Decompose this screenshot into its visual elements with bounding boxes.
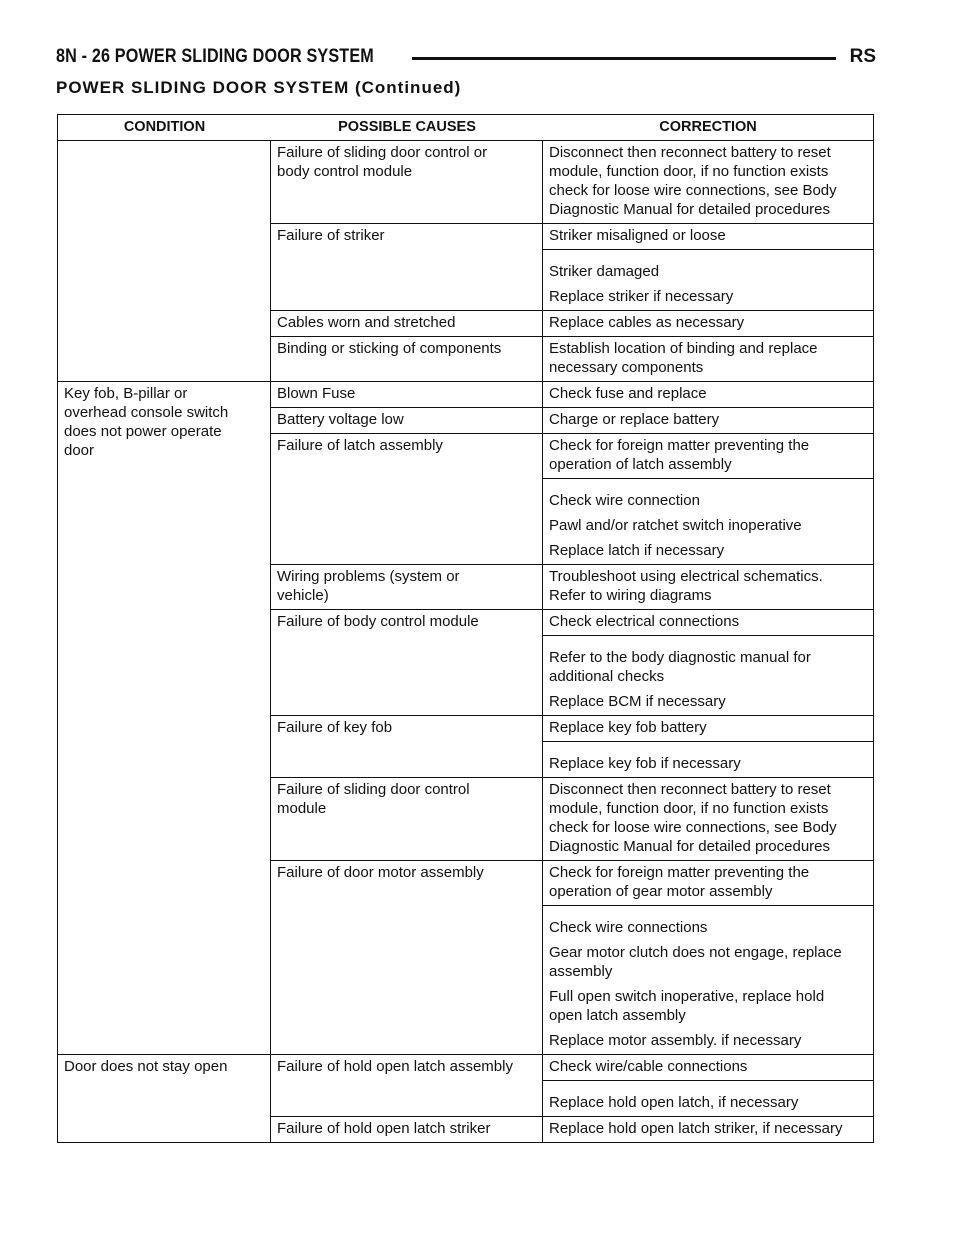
correction-cell: Disconnect then reconnect battery to reset module, function door, if no function exists check for loose wire connections, see Body Diagnostic Manual for detailed procedures: [549, 144, 837, 218]
correction-cell: Check for foreign matter preventing the operation of latch assembly: [543, 434, 873, 479]
condition-group: [58, 382, 873, 1055]
cause-cell: Cables worn and stretched: [271, 311, 543, 336]
cause-cell: Failure of sliding door control module: [271, 778, 543, 860]
correction-cell: Troubleshoot using electrical schematics. Refer to wiring diagrams: [549, 568, 823, 604]
correction-cell: Replace motor assembly. if necessary: [549, 1032, 802, 1049]
cause-cell: Binding or sticking of components: [271, 337, 543, 381]
diagnosis-table: [57, 114, 874, 1143]
table-row: [271, 434, 873, 565]
table-row: [271, 224, 873, 311]
cause-cell: Battery voltage low: [271, 408, 543, 433]
correction-cell: Replace BCM if necessary: [549, 693, 726, 710]
section-title: POWER SLIDING DOOR SYSTEM (Continued): [56, 78, 462, 97]
correction-cell: Replace hold open latch, if necessary: [549, 1094, 799, 1111]
cause-cell: Failure of hold open latch striker: [271, 1117, 543, 1142]
cause-cell: Failure of body control module: [271, 610, 543, 715]
condition-group: [58, 141, 873, 382]
correction-cell: Replace key fob battery: [543, 716, 873, 742]
correction-cell: Gear motor clutch does not engage, replace assembly: [549, 944, 842, 980]
table-row: [271, 1055, 873, 1117]
correction-cell: Replace hold open latch striker, if necessary: [549, 1120, 843, 1137]
cause-cell: Failure of latch assembly: [271, 434, 543, 564]
table-row: [271, 716, 873, 778]
cause-cell: Failure of striker: [271, 224, 543, 310]
correction-cell: Check fuse and replace: [549, 385, 707, 402]
correction-cell: Replace key fob if necessary: [549, 755, 741, 772]
correction-cell: Refer to the body diagnostic manual for additional checks: [549, 649, 811, 685]
correction-cell: Replace cables as necessary: [549, 314, 745, 331]
condition-group: [58, 1055, 873, 1142]
cause-cell: Failure of key fob: [271, 716, 543, 777]
correction-cell: Establish location of binding and replace necessary components: [549, 340, 818, 376]
correction-cell: Replace striker if necessary: [549, 288, 734, 305]
cause-cell: Failure of hold open latch assembly: [271, 1055, 543, 1116]
condition-cell: Door does not stay open: [58, 1055, 271, 1142]
table-header: [58, 115, 873, 141]
table-body: [58, 141, 873, 1142]
table-row: [271, 610, 873, 716]
table-row: [271, 382, 873, 408]
cause-cell: Wiring problems (system or vehicle): [271, 565, 543, 609]
correction-cell: Check wire/cable connections: [543, 1055, 873, 1081]
table-row: [271, 778, 873, 861]
table-row: [271, 141, 873, 224]
condition-cell: Key fob, B-pillar or overhead console switch does not power operate door: [58, 382, 271, 1054]
model-code: RS: [849, 46, 876, 67]
correction-cell: Striker misaligned or loose: [543, 224, 873, 250]
table-row: [271, 408, 873, 434]
cause-cell: Failure of door motor assembly: [271, 861, 543, 1054]
correction-cell: Pawl and/or ratchet switch inoperative: [549, 517, 802, 534]
table-row: [271, 1117, 873, 1142]
table-row: [271, 861, 873, 1054]
cause-cell: Blown Fuse: [271, 382, 543, 407]
table-row: [271, 565, 873, 610]
page-header: [56, 46, 876, 72]
column-header-correction: CORRECTION: [659, 119, 757, 135]
table-row: [271, 311, 873, 337]
column-header-condition: CONDITION: [123, 119, 206, 135]
correction-cell: Full open switch inoperative, replace hold open latch assembly: [549, 988, 825, 1024]
condition-cell: [58, 141, 271, 381]
correction-cell: Check for foreign matter preventing the operation of gear motor assembly: [543, 861, 873, 906]
table-row: [271, 337, 873, 381]
correction-cell: Check wire connections: [549, 919, 708, 936]
correction-cell: Replace latch if necessary: [549, 542, 725, 559]
correction-cell: Charge or replace battery: [549, 411, 720, 428]
correction-cell: Check electrical connections: [543, 610, 873, 636]
correction-cell: Disconnect then reconnect battery to reset module, function door, if no function exists check for loose wire connections, see Body Diagnostic Manual for detailed procedures: [549, 781, 837, 855]
cause-cell: Failure of sliding door control or body control module: [271, 141, 543, 223]
correction-cell: Check wire connection: [549, 492, 700, 509]
page-number-title: 8N - 26 POWER SLIDING DOOR SYSTEM: [56, 46, 374, 67]
column-header-causes: POSSIBLE CAUSES: [338, 119, 476, 135]
correction-cell: Striker damaged: [549, 263, 660, 280]
header-rule: [412, 57, 836, 60]
